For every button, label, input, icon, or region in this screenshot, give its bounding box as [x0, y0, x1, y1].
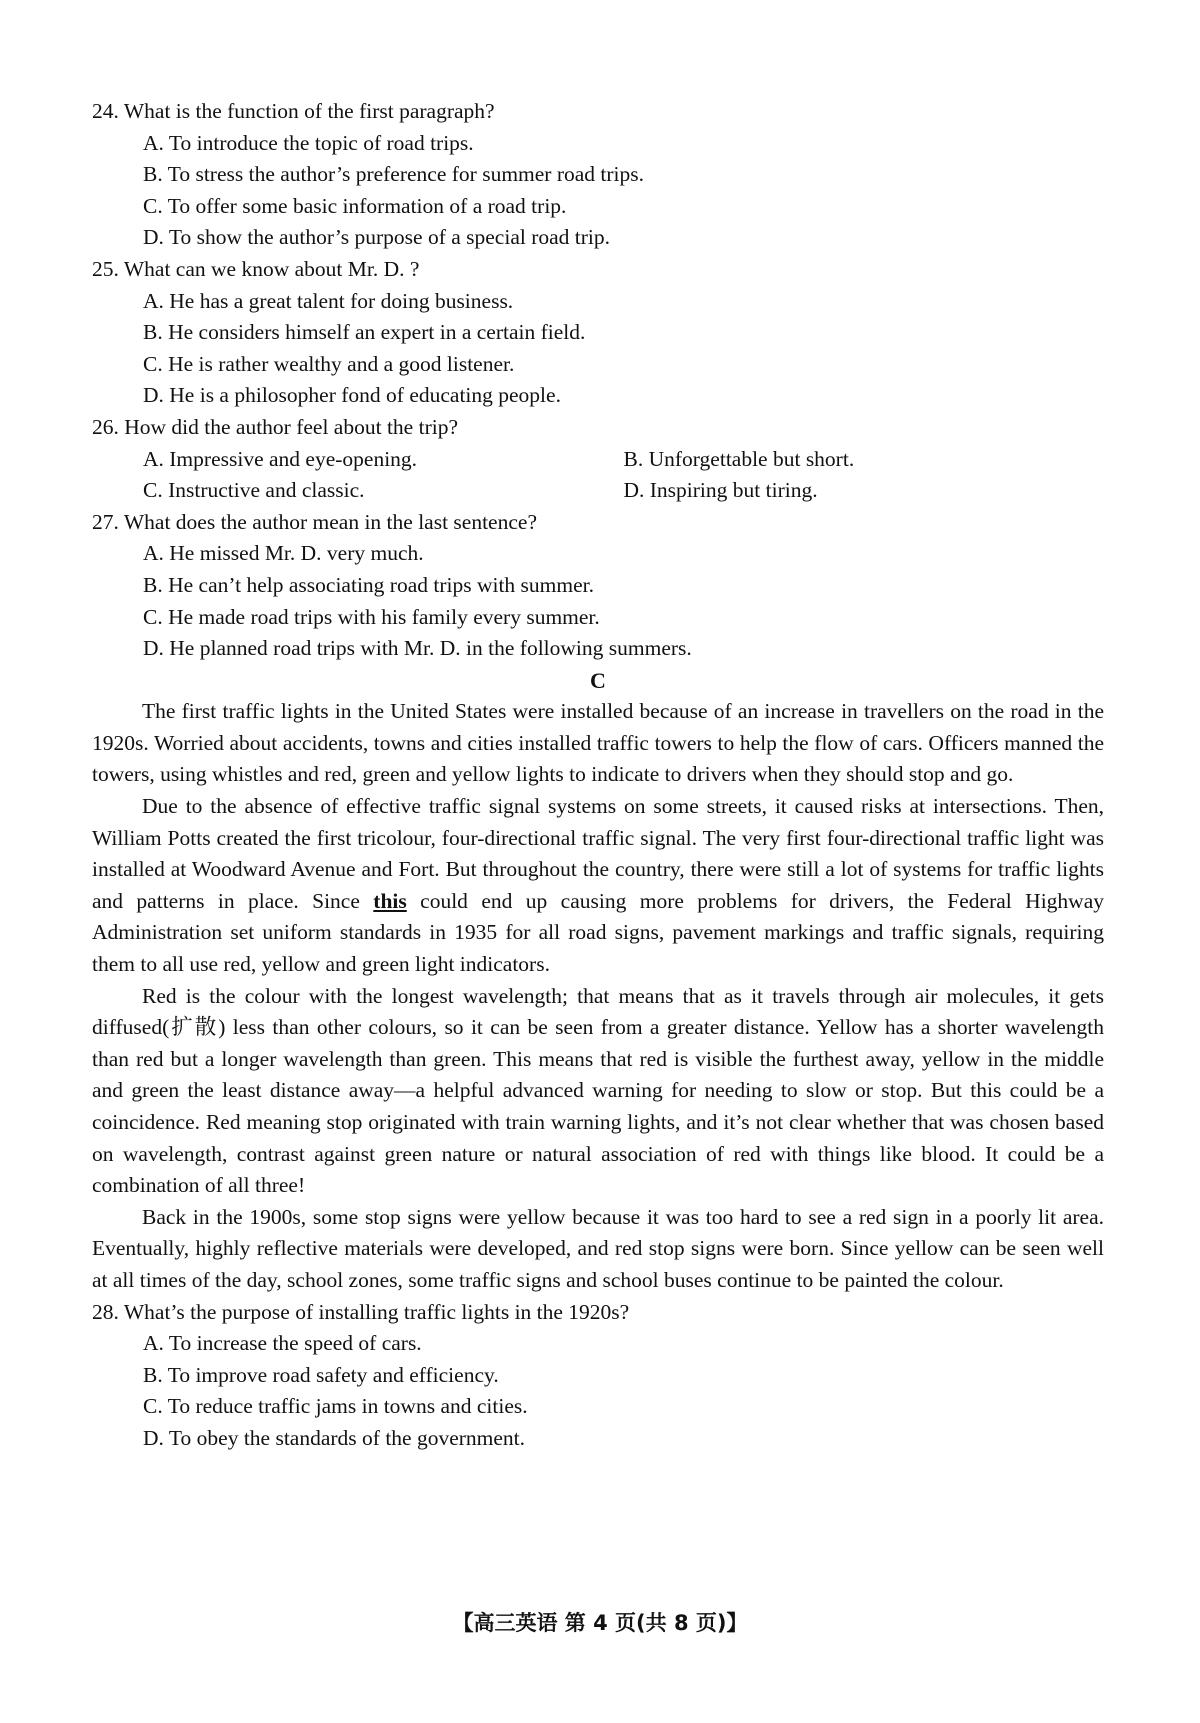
- option-c: C. To reduce traffic jams in towns and cities.: [143, 1394, 528, 1419]
- option-d: D. To obey the standards of the government.: [143, 1425, 526, 1450]
- passage-paragraph-3: Red is the colour with the longest wavelength; that means that as it travels through air molecules, it gets diffused(扩散) less than other colours, so it can be seen from a greater distance. Yellow has a shorter wavelength than red but a longer wavelength than green. This means that red is visible the furthest away, yellow in the middle and green the least distance away—a helpful advanced warning for needing to slow or stop. But this could be a coincidence. Red meaning stop originated with train warning lights, and it’s not clear whether that was chosen based on wavelength, contrast against green nature or natural association of red with things like blood. It could be a combination of all three!: [92, 983, 1104, 1198]
- highlighted-word: this: [373, 888, 407, 913]
- option-a: A. To increase the speed of cars.: [143, 1331, 422, 1356]
- question-25: [92, 254, 1104, 412]
- option-row: [92, 475, 1104, 507]
- option-d: D. Inspiring but tiring.: [623, 478, 818, 503]
- option-b: B. To improve road safety and efficiency.: [143, 1362, 499, 1387]
- question-26: [92, 412, 1104, 507]
- page-content: [92, 96, 1104, 1455]
- question-24: [92, 96, 1104, 254]
- option-c: C. He is rather wealthy and a good listener.: [143, 351, 515, 376]
- option-c: C. Instructive and classic.: [143, 478, 365, 503]
- option-a: A. Impressive and eye-opening.: [143, 446, 418, 471]
- option-b: B. He considers himself an expert in a certain field.: [143, 320, 586, 345]
- question-stem: 28. What’s the purpose of installing traffic lights in the 1920s?: [92, 1299, 630, 1324]
- paragraph-text: could end up causing more problems for drivers, the Federal Highway Administration set uniform standards in 1935 for all road signs, pavement markings and traffic signals, requiring them to all use red, yellow and green light indicators.: [92, 888, 1104, 977]
- option-d: D. He is a philosopher fond of educating people.: [143, 383, 561, 408]
- option-d: D. To show the author’s purpose of a special road trip.: [143, 225, 611, 250]
- option-d: D. He planned road trips with Mr. D. in the following summers.: [143, 636, 692, 661]
- option-row: [92, 444, 1104, 476]
- option-a: A. He has a great talent for doing business.: [143, 288, 514, 313]
- passage-paragraph-2: [92, 791, 1104, 981]
- option-b: B. Unforgettable but short.: [623, 446, 855, 471]
- passage-paragraph-1: The first traffic lights in the United States were installed because of an increase in travellers on the road in the 1920s. Worried about accidents, towns and cities installed traffic towers to help the flow of cars. Officers manned the towers, using whistles and red, green and yellow lights to indicate to drivers when they should stop and go.: [92, 699, 1104, 787]
- option-a: A. To introduce the topic of road trips.: [143, 130, 474, 155]
- passage-paragraph-4: Back in the 1900s, some stop signs were yellow because it was too hard to see a red sign in a poorly lit area. Eventually, highly reflective materials were developed, and red stop signs were born. Since yellow can be seen well at all times of the day, school zones, some traffic signs and school buses continue to be painted the colour.: [92, 1204, 1104, 1292]
- option-c: C. To offer some basic information of a road trip.: [143, 193, 567, 218]
- question-stem: 24. What is the function of the first paragraph?: [92, 99, 495, 123]
- page-footer: 【高三英语 第 4 页(共 8 页)】: [452, 1611, 748, 1635]
- option-b: B. He can’t help associating road trips with summer.: [143, 572, 595, 597]
- section-heading: C: [590, 667, 606, 693]
- question-stem: 25. What can we know about Mr. D. ?: [92, 256, 420, 281]
- question-stem: 27. What does the author mean in the last sentence?: [92, 509, 537, 534]
- question-28: [92, 1297, 1104, 1455]
- question-27: [92, 507, 1104, 665]
- option-b: B. To stress the author’s preference for summer road trips.: [143, 162, 645, 187]
- paragraph-text: Due to the absence of effective traffic signal systems on some streets, it caused risks at intersections. Then, William Potts created the first tricolour, four-directional traffic signal. The very first four-directional traffic light was installed at Woodward Avenue and Fort. But throughout the country, there were still a lot of systems for traffic lights and patterns in place. Since: [92, 794, 1104, 913]
- option-a: A. He missed Mr. D. very much.: [143, 541, 424, 566]
- option-c: C. He made road trips with his family every summer.: [143, 604, 600, 629]
- question-stem: 26. How did the author feel about the trip?: [92, 414, 458, 439]
